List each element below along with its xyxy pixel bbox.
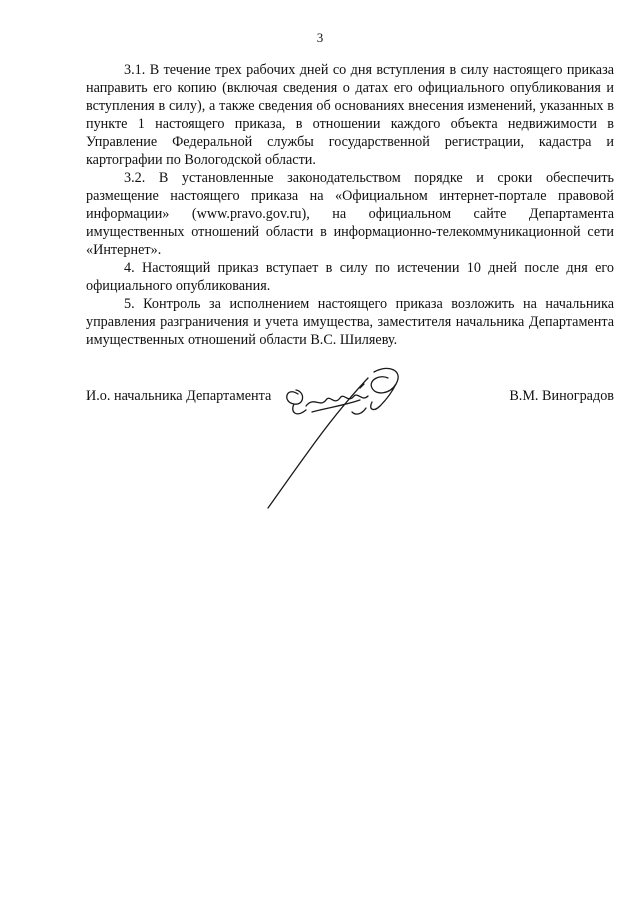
paragraph-3-2: 3.2. В установленные законодательством порядке и сроки обеспечить размещение настоящего приказа на «Официальном интернет-портале правовой информации» (www.pravo.gov.ru), на официальном сайте Департамента имущественных отношений области в информационно-телекоммуникационной сети «Интернет». — [86, 170, 614, 258]
paragraph-4: 4. Настоящий приказ вступает в силу по истечении 10 дней после дня его официального опубликования. — [86, 260, 614, 294]
signature-block — [86, 388, 614, 528]
signer-name: В.М. Виноградов — [509, 388, 614, 404]
signer-title: И.о. начальника Департамента — [86, 388, 272, 404]
document-body — [86, 61, 614, 349]
handwritten-signature — [256, 366, 456, 516]
paragraph-5: 5. Контроль за исполнением настоящего приказа возложить на начальника управления разграничения и учета имущества, заместителя начальника Департамента имущественных отношений области В.С. Шиляеву. — [86, 296, 614, 348]
page-number: 3 — [316, 30, 324, 45]
paragraph-3-1: 3.1. В течение трех рабочих дней со дня вступления в силу настоящего приказа направить его копию (включая сведения о датах его официального опубликования и вступления в силу), а также сведения об основаниях внесения изменений, указанных в пункте 1 настоящего приказа, в отношении каждого объекта недвижимости в Управление Федеральной службы государственной регистрации, кадастра и картографии по Вологодской области. — [86, 62, 614, 168]
